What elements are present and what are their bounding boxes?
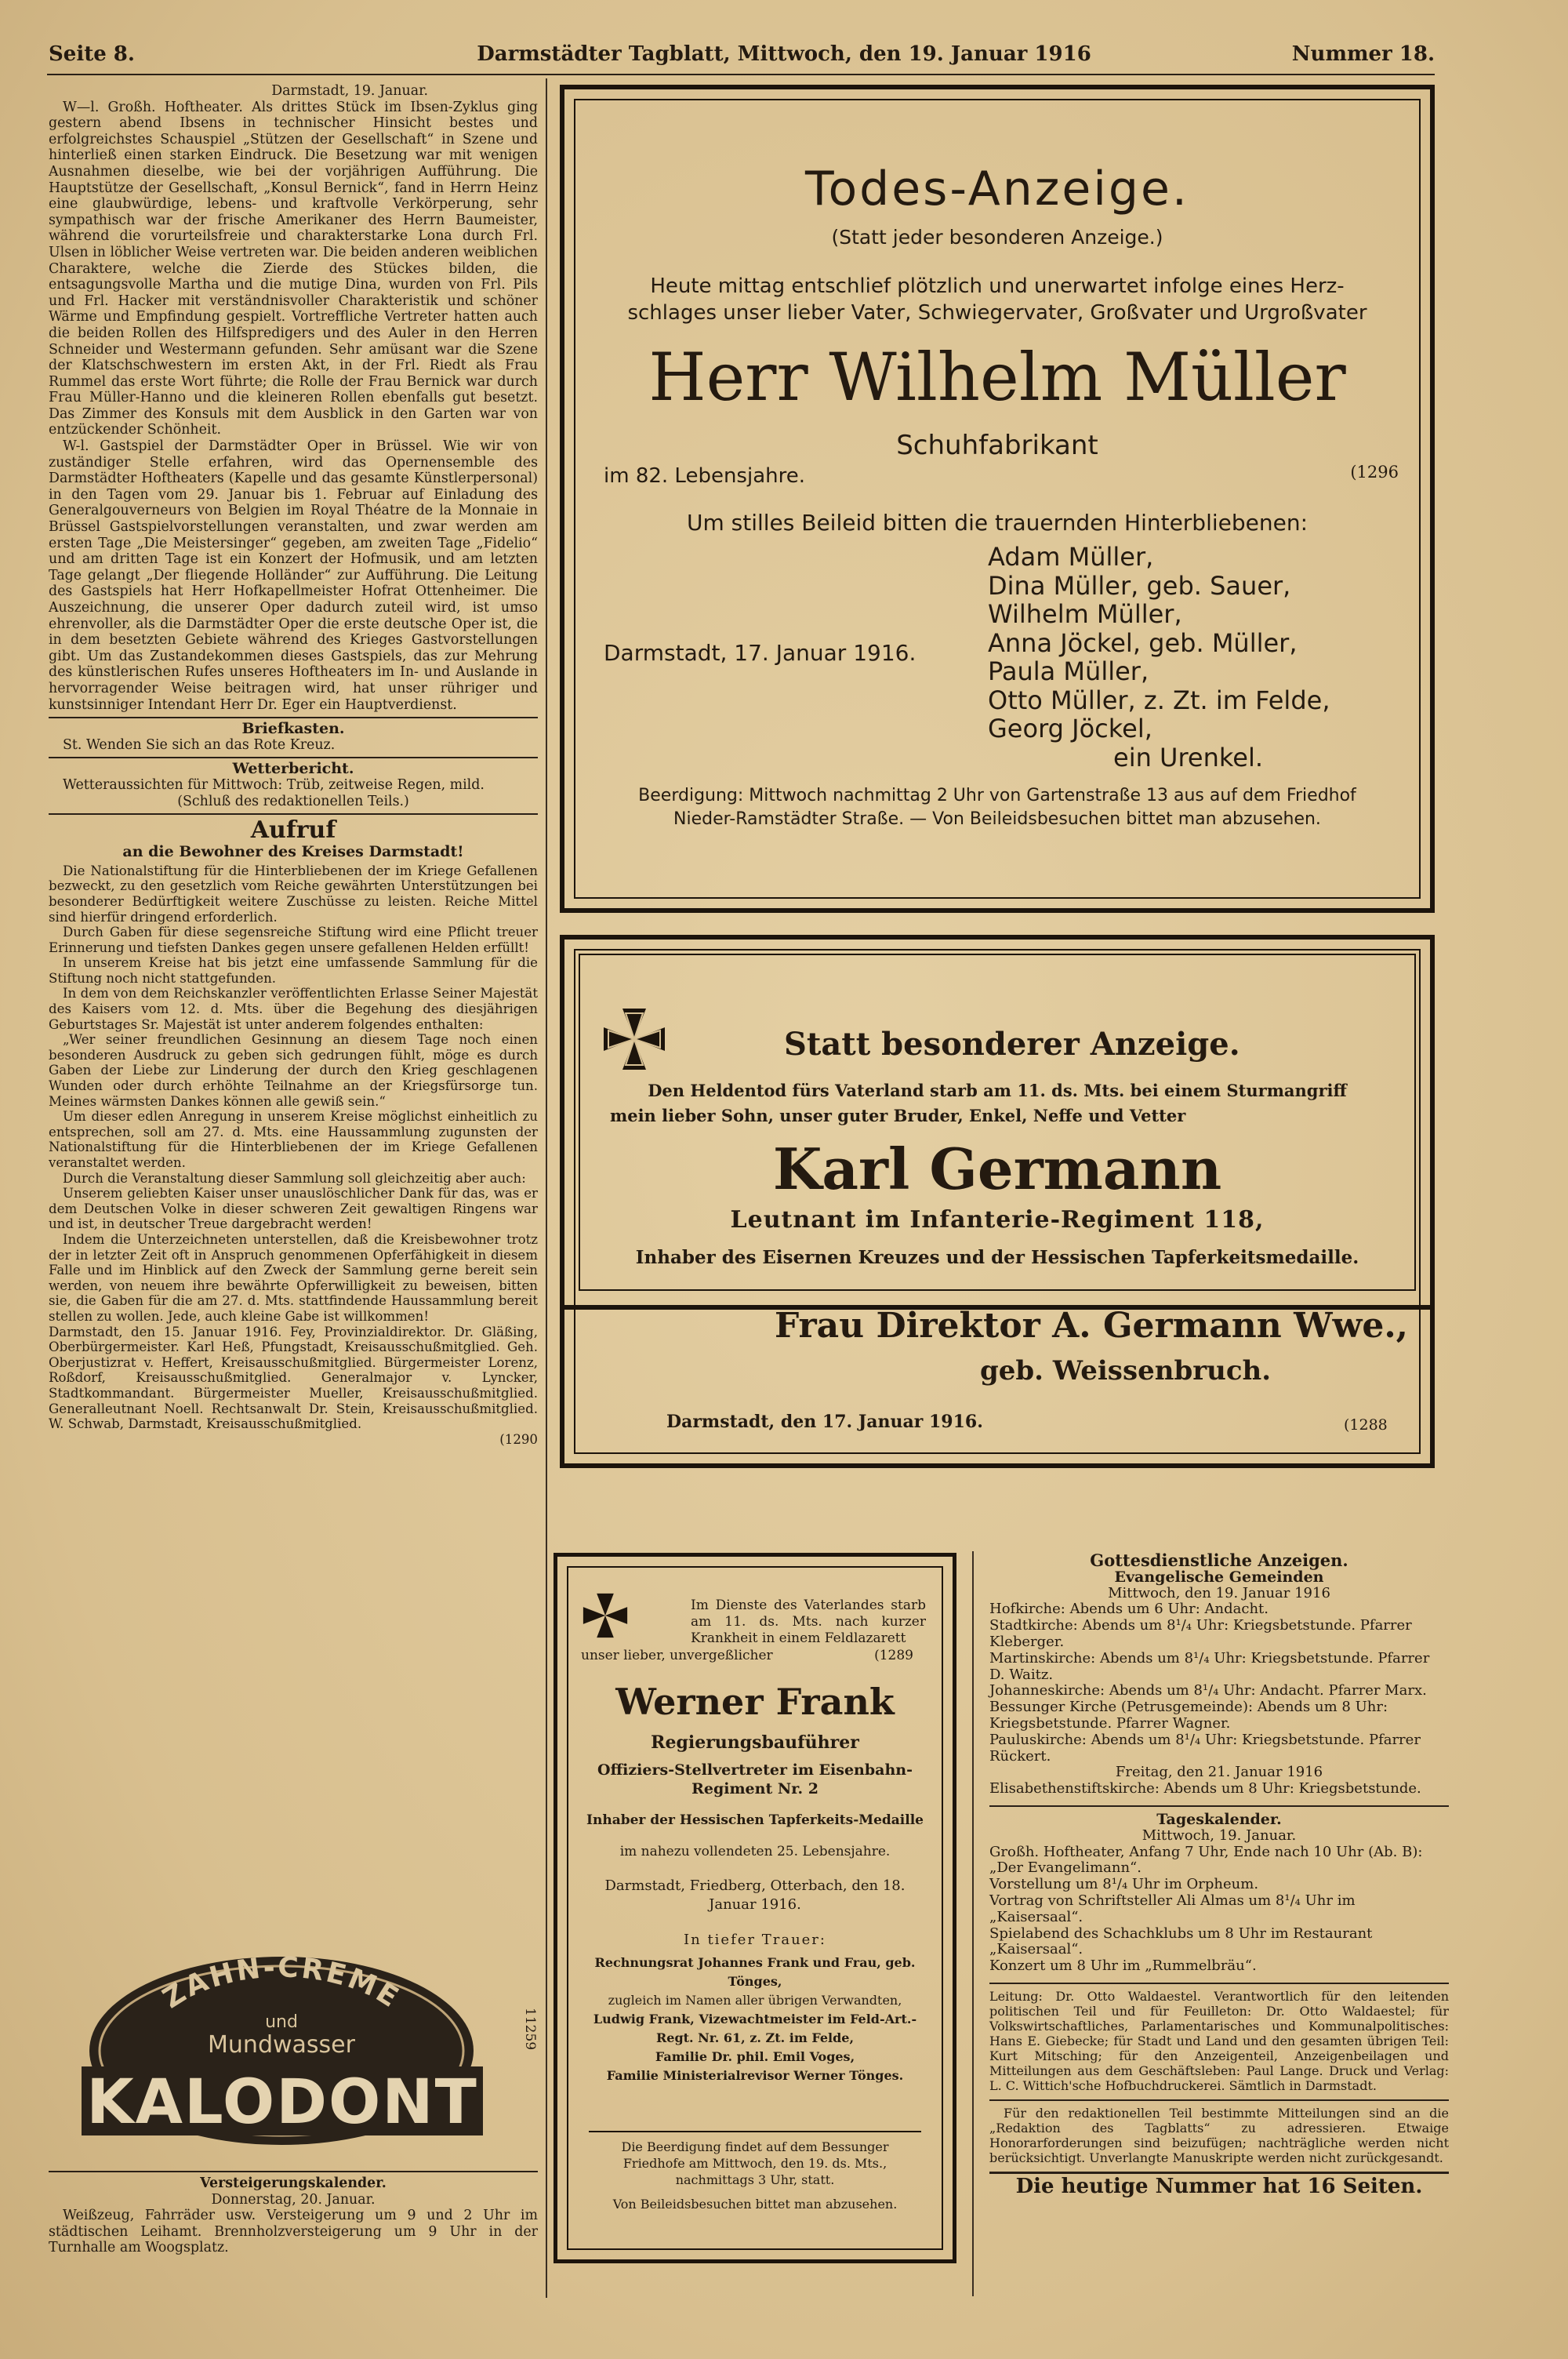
todes-number: (1296 [1350, 463, 1399, 482]
mourner: Paula Müller, [988, 656, 1149, 686]
section-rule [49, 717, 538, 718]
frank-age: im nahezu vollendeten 25. Lebensjahre. [619, 1844, 891, 1859]
deceased-age: im 82. Lebensjahre. [604, 464, 805, 488]
dateline: Darmstadt, 19. Januar. [271, 83, 428, 99]
pages-note: Die heutige Nummer hat 16 Seiten. [1015, 2174, 1423, 2198]
mourner: Otto Müller, z. Zt. im Felde, [988, 685, 1330, 715]
frank-mourner: Familie Ministerialrevisor Werner Tönges. [606, 2068, 904, 2083]
wetter-text: Wetteraussichten für Mittwoch: Trüb, zeitweise Regen, mild. [63, 776, 485, 793]
kalodont-ad-graphic [50, 1949, 514, 2161]
iron-cross-icon [601, 1005, 668, 1073]
editorial-notice: Für den redaktionellen Teil bestimmte Mitteilungen sind an die „Redaktion des Tagblatts“ zu adressieren. Etwaige Honorarforderungen sind beizufügen; nachträgliche werden nicht berücksichtigt. Unverlangte Manuskripte werden nicht zurückgesandt. [989, 2105, 1449, 2165]
germann-name: Karl Germann [772, 1136, 1222, 1202]
iron-cross-icon [581, 1591, 630, 1640]
todes-place-date: Darmstadt, 17. Januar 1916. [604, 640, 916, 666]
service-entry: Martinskirche: Abends um 8¹/₄ Uhr: Kriegsbetstunde. Pfarrer D. Waitz. [989, 1649, 1430, 1683]
gottesdienst-sub: Evangelische Gemeinden [1114, 1568, 1324, 1586]
masthead-title: Darmstädter Tagblatt, Mittwoch, den 19. Januar 1916 [477, 42, 1091, 66]
aufruf-title: Aufruf [250, 816, 336, 845]
germann-signer-maiden: geb. Weissenbruch. [980, 1355, 1272, 1387]
theater-report-1: W—l. Großh. Hoftheater. Als drittes Stück im Ibsen-Zyklus ging gestern abend Ibsens in technischer Hinsicht bestes und erfolgreichstes Schauspiel „Stützen der Gesellschaft“ in Szene und hinterließ einen starken Eindruck. Die Besetzung war mit wenigen Ausnahmen dieselbe, wie bei der vorjährigen Aufführung. Die Hauptstütze der Gesellschaft, „Konsul Bernick“, fand in Herrn Heinz eine glaubwürdige, lebens- und kraftvolle Verkörperung, sehr sympathisch war der frische Amerikaner des Herrn Baumeister, während die vorurteilsfreie und charakterstarke Lona durch Frl. Ulsen in löblicher Weise vertreten war. Die beiden anderen weiblichen Charaktere, welche die Zierde des Stückes bilden, die entsagungsvolle Martha und die mutige Dina, wurden von Frl. Pils und Frl. Hacker mit verständnisvoller Charakteristik und schöner Wärme und Empfindung gespielt. Vortreffliche Vertreter hatten auch die beiden Rollen des Hilfspredigers und des Auler in den Herren Schneider und Westermann gefunden. Sehr amüsant war die Szene der Klatschschwestern im ersten Akt, in der Frl. Riedt als Frau Rummel das erste Wort führte; die Rolle der Frau Bernick war durch Frau Müller-Hanno und die kleineren Rollen ebenfalls gut besetzt. Das Zimmer des Konsuls mit dem Ausblick in den Garten war von entzückender Schönheit. [49, 99, 538, 438]
auction-date: Donnerstag, 20. Januar. [211, 2191, 376, 2208]
germann-rank: Leutnant im Infanterie-Regiment 118, [730, 1206, 1265, 1234]
section-rule [989, 1983, 1449, 1984]
service-entry: Pauluskirche: Abends um 8¹/₄ Uhr: Kriegsbetstunde. Pfarrer Rückert. [989, 1731, 1421, 1765]
germann-line-2: mein lieber Sohn, unser guter Bruder, Enkel, Neffe und Vetter [610, 1106, 1186, 1125]
auction-text: Weißzeug, Fahrräder usw. Versteigerung um 9 und 2 Uhr im städtischen Leihamt. Brennholzversteigerung um 9 Uhr in der Turnhalle am Woogsplatz. [49, 2208, 538, 2256]
service-entry: Johanneskirche: Abends um 8¹/₄ Uhr: Andacht. Pfarrer Marx. [989, 1682, 1427, 1699]
friday-date: Freitag, den 21. Januar 1916 [1115, 1764, 1323, 1781]
frank-note: Von Beileidsbesuchen bittet man abzusehen. [612, 2197, 898, 2212]
column-rule [546, 78, 547, 2298]
ad-side-number: 11259 [522, 2008, 538, 2051]
column-rule [972, 1551, 974, 2296]
aufruf-signature: Darmstadt, den 15. Januar 1916. Fey, Provinzialdirektor. Dr. Gläßing, Oberbürgermeister. Karl Heß, Pfungstadt, Kreisausschußmitglied. Geh. Oberjustizrat v. Heffert, Kreisausschußmitglied. Bürgermeister Lorenz, Roßdorf, Kreisausschußmitglied. Generalmajor v. Lyncker, Stadtkommandant. Bürgermeister Mueller, Kreisausschußmitglied. Generalleutnant Noell. Rechtsanwalt Dr. Stein, Kreisausschußmitglied. W. Schwab, Darmstadt, Kreisausschußmitglied. [49, 1324, 538, 1432]
frank-place-date: Darmstadt, Friedberg, Otterbach, den 18. Januar 1916. [604, 1877, 906, 1913]
right-column [989, 1550, 1449, 2198]
service-entry: Bessunger Kirche (Petrusgemeinde): Abends um 8 Uhr: Kriegsbetstunde. Pfarrer Wagner. [989, 1699, 1388, 1732]
germann-line-1: Den Heldentod fürs Vaterland starb am 11. ds. Mts. bei einem Sturmangriff [648, 1081, 1347, 1100]
tageskalender-item: Konzert um 8 Uhr im „Rummelbräu“. [989, 1957, 1257, 1975]
editorial-end: (Schluß des redaktionellen Teils.) [177, 793, 409, 809]
frank-intro: Im Dienste des Vaterlandes starb am 11. ds. Mts. nach kurzer Krankheit in einem Feldlazarett [691, 1598, 926, 1646]
tageskalender-item: Großh. Hoftheater, Anfang 7 Uhr, Ende nach 10 Uhr (Ab. B): „Der Evangelimann“. [989, 1843, 1423, 1877]
left-column [49, 83, 538, 1447]
aufruf-subtitle: an die Bewohner des Kreises Darmstadt! [122, 843, 464, 861]
section-rule [49, 813, 538, 815]
funeral-line-1: Beerdigung: Mittwoch nachmittag 2 Uhr von Gartenstraße 13 aus auf dem Friedhof [638, 786, 1356, 805]
frank-name: Werner Frank [615, 1681, 895, 1723]
frank-mourner: zugleich im Namen aller übrigen Verwandten, [608, 1993, 902, 2008]
service-entry: Stadtkirche: Abends um 8¹/₄ Uhr: Kriegsbetstunde. Pfarrer Kleberger. [989, 1617, 1412, 1650]
section-rule [989, 2172, 1449, 2174]
page-number: Seite 8. [49, 42, 135, 66]
aufruf-paragraph: Unserem geliebten Kaiser unser unauslöschlicher Dank für das, was er dem Deutschen Volke in dieser schweren Zeit gewaltigen Ringens war und ist, in deutscher Treue dargebracht werden! [49, 1186, 538, 1232]
frank-intro-bottom: unser lieber, unvergeßlicher [581, 1648, 773, 1663]
section-rule [989, 1805, 1449, 1807]
friday-service: Elisabethenstiftskirche: Abends um 8 Uhr: Kriegsbetstunde. [989, 1780, 1421, 1797]
issue-number: Nummer 18. [1291, 42, 1435, 66]
aufruf-paragraph: Indem die Unterzeichneten unterstellen, daß die Kreisbewohner trotz der in letzter Zeit oft in Anspruch genommenen Opferfähigkeit in diesem Falle und im Hinblick auf den Zweck der Sammlung gerne bereit sein werden, von neuem ihre bewährte Opferwilligkeit zu beweisen, bitten sie, die Gaben für die am 27. d. Mts. stattfindende Haussammlung bereit stellen zu wollen. Jede, auch kleine Gabe ist willkommen! [49, 1231, 538, 1324]
aufruf-number: (1290 [499, 1431, 538, 1447]
deceased-profession: Schuhfabrikant [896, 430, 1098, 461]
frank-mourners-title: In tiefer Trauer: [684, 1932, 826, 1948]
germann-number: (1288 [1344, 1416, 1388, 1434]
aufruf-paragraph: „Wer seiner freundlichen Gesinnung an diesem Tage noch einen besonderen Ausdruck zu geben sich gedrungen fühlt, möge es durch Gaben der Liebe zur Linderung der durch den Krieg geschlagenen Wunden oder durch erhöhte Teilnahme an der Kriegsfürsorge tun. Meines wärmsten Dankes können alle gewiß sein.“ [49, 1032, 538, 1109]
header-rule [47, 74, 1435, 75]
kalodont-ad [50, 1949, 514, 2161]
aufruf-paragraph: Durch die Veranstaltung dieser Sammlung soll gleichzeitig aber auch: [63, 1170, 526, 1186]
briefkasten-title: Briefkasten. [241, 720, 345, 738]
germann-signer: Frau Direktor A. Germann Wwe., [775, 1306, 1408, 1346]
mourners-intro: Um stilles Beileid bitten die trauernden Hinterbliebenen: [686, 510, 1308, 536]
germann-place-date: Darmstadt, den 17. Januar 1916. [666, 1412, 983, 1432]
todes-intro-1: Heute mittag entschlief plötzlich und unerwartet infolge eines Herz- [650, 274, 1345, 298]
ad-and: und [265, 2012, 298, 2032]
mourner: Adam Müller, [988, 542, 1154, 572]
tageskalender-date: Mittwoch, 19. Januar. [1142, 1826, 1297, 1844]
mourner: ein Urenkel. [1113, 742, 1264, 772]
frank-title: Regierungsbauführer [651, 1732, 859, 1753]
aufruf-paragraph: Um dieser edlen Anregung in unserem Kreise möglichst einheitlich zu entsprechen, soll am 27. d. Mts. eine Haussammlung zugunsten der Nationalstiftung für die Hinterbliebenen der im Kriege Gefallenen veranstaltet werden. [49, 1109, 538, 1170]
mourner: Wilhelm Müller, [988, 599, 1182, 629]
impressum: Leitung: Dr. Otto Waldaestel. Verantwortlich für den leitenden politischen Teil und für Feuilleton: Dr. Otto Waldaestel; für Volkswirtschaftliches, Parlamentarisches und Kommunalpolitisches: Hans E. Giebecke; für Stadt und Land und den gesamten übrigen Teil: Kurt Mitsching; für den Anzeigenteil, Anzeigenbeilagen und Mitteilungen aus dem Geschäftsleben: Paul Lange. Druck und Verlag: L. C. Wittich'sche Hofbuchdruckerei. Sämtlich in Darmstadt. [989, 1988, 1449, 2093]
frank-anzeige-box [554, 1553, 956, 2263]
section-rule [989, 2099, 1449, 2101]
ad-brand: KALODONT [86, 2067, 478, 2138]
frank-mourner: Familie Dr. phil. Emil Voges, [655, 2049, 855, 2064]
germann-honors: Inhaber des Eisernen Kreuzes und der Hessischen Tapferkeitsmedaille. [635, 1247, 1359, 1268]
todes-title: Todes-Anzeige. [805, 162, 1189, 216]
frank-number: (1289 [874, 1648, 913, 1663]
funeral-line-2: Nieder-Ramstädter Straße. — Von Beileidsbesuchen bittet man abzusehen. [673, 809, 1321, 829]
tageskalender-item: Vorstellung um 8¹/₄ Uhr im Orpheum. [989, 1876, 1259, 1893]
mourner: Anna Jöckel, geb. Müller, [988, 627, 1298, 658]
wetter-title: Wetterbericht. [232, 760, 354, 778]
auction-calendar [49, 2171, 538, 2256]
aufruf-paragraph: In unserem Kreise hat bis jetzt eine umfassende Sammlung für die Stiftung noch nicht stattgefunden. [49, 955, 538, 986]
todes-subtitle: (Statt jeder besonderen Anzeige.) [831, 226, 1163, 249]
theater-report-2: W-l. Gastspiel der Darmstädter Oper in Brüssel. Wie wir von zuständiger Stelle erfahren, wird das Opernensemble des Darmstädter Hoftheaters (Kapelle und das gesamte Künstlerpersonal) in den Tagen vom 29. Januar bis 1. Februar auf Einladung des Generalgouverneurs von Belgien im Royal Théatre de la Monnaie in Brüssel Gastspielvorstellungen veranstalten, und zwar werden am ersten Tage „Die Meistersinger“ gegeben, am zweiten Tage „Fidelio“ und am dritten Tage ist ein Konzert der Hofmusik, und am letzten Tage gelangt „Der fliegende Holländer“ zur Aufführung. Die Leitung des Gastspiels hat Herr Hofkapellmeister Hofrat Ottenheimer. Die Auszeichnung, die unserer Oper dadurch zuteil wird, ist umso ehrenvoller, als die Darmstädter Oper die erste deutsche Oper ist, die in dem besetzten Gebiete während des Krieges Gastvorstellungen gibt. Um das Zustandekommen dieses Gastspiels, das zur Mehrung des künstlerischen Rufes unseres Hoftheaters im In- und Auslande in hervorragender Weise beitragen wird, hat unser rühriger und kunstsinniger Intendant Herr Dr. Eger ein Hauptverdienst. [49, 438, 538, 713]
frank-mourner: Ludwig Frank, Vizewachtmeister im Feld-Art.-Regt. Nr. 61, z. Zt. im Felde, [593, 2012, 917, 2045]
section-rule [49, 757, 538, 758]
tageskalender-item: Vortrag von Schriftsteller Ali Almas um 8¹/₄ Uhr im „Kaisersaal“. [989, 1892, 1356, 1925]
section-rule [49, 2171, 538, 2172]
briefkasten-text: St. Wenden Sie sich an das Rote Kreuz. [63, 736, 336, 753]
mourners-list [988, 543, 1330, 772]
todes-anzeige-box [560, 85, 1435, 913]
ad-side-number-wrap [521, 2008, 539, 2102]
frank-rank: Offiziers-Stellvertreter im Eisenbahn-Regiment Nr. 2 [597, 1761, 913, 1797]
aufruf-paragraph: In dem von dem Reichskanzler veröffentlichten Erlasse Seiner Majestät des Kaisers vom 12. d. Mts. über die Begehung des diesjährigen Geburtstages Sr. Majestät ist unter anderem folgendes enthalten: [49, 986, 538, 1032]
gottesdienst-title: Gottesdienstliche Anzeigen. [1090, 1550, 1348, 1570]
frank-honors: Inhaber der Hessischen Tapferkeits-Medaille [586, 1812, 924, 1828]
aufruf-paragraph: Die Nationalstiftung für die Hinterbliebenen der im Kriege Gefallenen bezweckt, zu den gesetzlich vom Reiche gewährten Unterstützungen bei besonderer Bedürftigkeit weitere Zuschüsse zu leisten. Reiche Mittel sind hierfür dringend erforderlich. [49, 863, 538, 925]
todes-intro-2: schlages unser lieber Vater, Schwiegervater, Großvater und Urgroßvater [627, 301, 1367, 325]
frank-mourner: Rechnungsrat Johannes Frank und Frau, geb. Tönges, [594, 1955, 916, 1989]
mourner: Georg Jöckel, [988, 714, 1152, 743]
frank-mourners [589, 1954, 921, 2085]
tageskalender-title: Tageskalender. [1156, 1810, 1282, 1828]
germann-anzeige-box [560, 935, 1435, 1310]
germann-title: Statt besonderer Anzeige. [784, 1026, 1240, 1063]
gottesdienst-date: Mittwoch, den 19. Januar 1916 [1108, 1584, 1330, 1601]
aufruf-paragraph: Durch Gaben für diese segensreiche Stiftung wird eine Pflicht treuer Erinnerung und tiefsten Dankes gegen unsere gefallenen Helden erfüllt! [49, 925, 538, 955]
tageskalender-item: Spielabend des Schachklubs um 8 Uhr im Restaurant „Kaisersaal“. [989, 1925, 1373, 1958]
ad-arc-text: ZAHN-CREME [157, 1951, 406, 2016]
deceased-name: Herr Wilhelm Müller [648, 339, 1346, 416]
auction-title: Versteigerungskalender. [200, 2175, 387, 2191]
frank-rule [589, 2131, 921, 2132]
mourner: Dina Müller, geb. Sauer, [988, 570, 1291, 601]
frank-funeral: Die Beerdigung findet auf dem Bessunger Friedhofe am Mittwoch, den 19. ds. Mts., nachmittags 3 Uhr, statt. [621, 2139, 889, 2187]
inner-frame [574, 99, 1421, 899]
ad-mundwasser: Mundwasser [208, 2031, 355, 2059]
service-entry: Hofkirche: Abends um 6 Uhr: Andacht. [989, 1601, 1269, 1618]
